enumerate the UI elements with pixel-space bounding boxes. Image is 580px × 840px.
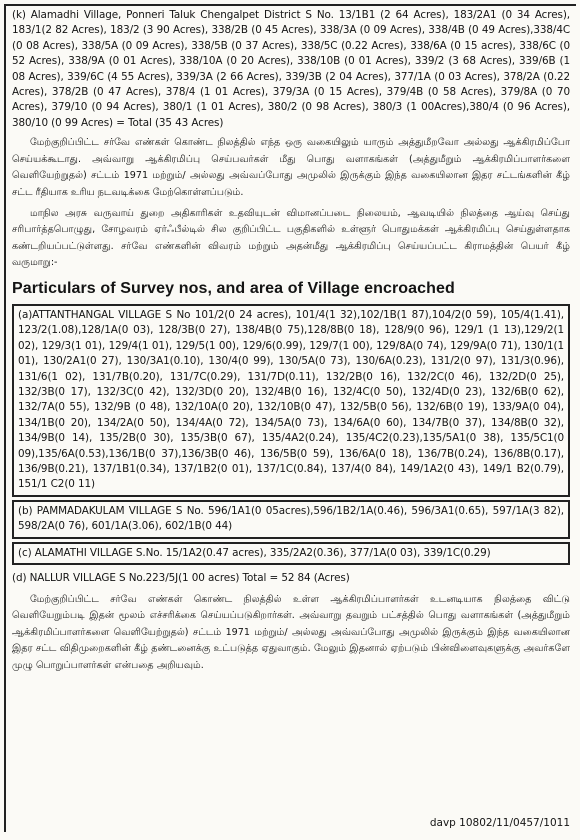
davp-reference-number: davp 10802/11/0457/1011: [429, 817, 570, 829]
section-k-alamadhi-survey-list: (k) Alamadhi Village, Ponneri Taluk Chengalpet District S No. 13/1B1 (2 64 Acres), 183/2A1 (0 34 Acres), 183/1(2 82 Acres), 183/2 (3 90 Acres), 338/2B (0 45 Acres), 338/3A (0 09 Acres), 338/4B (0 49 Acres),338/4C (0 08 Acres), 338/5A (0 09 Acres), 338/5B (0 37 Acres), 338/5C (0.22 Acres), 338/6A (0 15 acres), 338/6C (0 52 Acres), 338/9A (0 01 Acres), 338/10A (0 20 Acres), 338/10B (0 01 Acres), 339/2 (3 68 Acres), 339/6B (1 08 Acres), 339/6C (4 55 Acres), 339/3A (2 66 Acres), 339/3B (2 04 Acres), 377/1A (0 03 Acres), 378/2A (0.22 Acres), 378/2B (0 47 Acres), 378/4 (1 01 Acres), 379/3A (0 15 Acres), 379/4B (0 58 Acres), 379/8A (0 70 Acres), 379/10 (0 94 Acres), 380/1 (1 01 Acres), 380/2 (0 98 Acres), 380/3 (1 00Acres),380/4 (0 96 Acres), 380/10 (0 99 Acres) = Total (35 43 Acres): [12, 9, 570, 129]
village-b-survey-list: (b) PAMMADAKULAM VILLAGE S No. 596/1A1(0 05acres),596/1B2/1A(0.46), 596/3A1(0.65), 597/1A(3 82), 598/2A(0 76), 601/1A(3.06), 602/1B(0 44): [18, 504, 564, 533]
village-d-survey-line: (d) NALLUR VILLAGE S No.223/5J(1 00 acres) Total = 52 84 (Acres): [12, 572, 350, 585]
notice-page: [4, 4, 576, 832]
village-a-survey-list: (a)ATTANTHANGAL VILLAGE S No 101/2(0 24 acres), 101/4(1 32),102/1B(1 87),104/2(0 59), 105/4(1.41), 123/2(1.08),128/1A(0 03), 128/3B(0 27), 138/4B(0 75),128/8B(0 18), 128/9(0 96), 129/1 (1 13),129/2(1 02), 129/3(1 01), 129/4(1 01), 129/5(1 00), 129/6(0.99), 129/7(1 00), 129/8A(0 74), 129/9A(0 71), 130/1(1 01), 130/2A1(0 27), 130/3A1(0.10), 130/4(0 99), 130/5A(0 73), 130/6A(0.23), 131/2(0 97), 131/3(0.96), 131/6(1 02), 131/7B(0.20), 131/7C(0.29), 131/7D(0.11), 132/2B(0 16), 132/2C(0 46), 132/2D(0 25), 132/3B(0 17), 132/3C(0 42), 132/3D(0 20), 132/4B(0 16), 132/4C(0 50), 132/4D(0 23), 132/6B(0 62), 132/7A(0 55), 132/9B (0 48), 132/10A(0 20), 132/10B(0 47), 132/5B(0 56), 132/6B(0 19), 133/9A(0 04), 134/1B(0 20), 134/2A(0 50), 134/4A(0 72), 134/5A(0 73), 134/6A(0 60), 134/7B(0 37), 134/8B(0 32), 134/9B(0 14), 135/2B(0 30), 135/3B(0 67), 135/4A2(0.24), 135/4C2(0.23),135/5A1(0 38), 135/5C1(0 09),135/6A(0.53),136/1B(0 37),136/3B(0 46), 136/5B(0 59), 136/6A(0 18), 136/7B(0.24), 136/8B(0.17), 136/9B(0.21), 137/1B1(0.34), 137/1B2(0 01), 137/1C(0.84), 137/4(0 84), 149/1A2(0 43), 149/1 B2(0.79), 151/1 C2(0 11): [18, 309, 564, 491]
village-a-box: [12, 304, 570, 497]
tamil-warning-paragraph-2: மேற்குறிப்பிட்ட சர்வே எண்கள் கொண்ட நிலத்தில் உள்ள ஆக்கிரமிப்பாளர்கள் உடனடியாக நிலத்தை விட்டு வெளியேறும்படி இதன் மூலம் எச்சரிக்கை செய்யப்படுகிறார்கள். அவ்வாறு தவறும் பட்சத்தில் பொது வளாகங்கள் (அத்துமீறும் ஆக்கிரமிப்பாளர்களை வெளியேற்றுதல்) சட்டம் 1971 மற்றும்/ அல்லது அவ்வப்போது அமுலில் இருக்கும் இந்த வகையிலான இதர சட்ட விதிமுறைகளின் கீழ் தண்டனைக்கு உட்படுத்த ஏதுவாகும். மேலும் இதனால் ஏற்படும் பின்விளைவுகளுக்கு அவர்களே முழு பொறுப்பாளர்கள் என்பதை அறியவும்.: [12, 593, 570, 671]
section-heading: Particulars of Survey nos, and area of Village encroached: [12, 280, 455, 297]
tamil-warning-paragraph-1: மேற்குறிப்பிட்ட சர்வே எண்கள் கொண்ட நிலத்தில் எந்த ஒரு வகையிலும் யாரும் அத்துமீறவோ அல்லது ஆக்கிரமிப்போ செய்யக்கூடாது. அவ்வாறு ஆக்கிரமிப்பு செய்பவர்கள் மீது பொது வளாகங்கள் (அத்துமீறும் ஆக்கிரமிப்பாளர்களை வெளியேற்றுதல்) சட்டம் 1971 மற்றும்/ அல்லது அவ்வப்போது அமுலில் இருக்கும் இந்த வகையிலான இதர சட்டங்களின் கீழ் சட்ட ரீதியாக உரிய நடவடிக்கை மேற்கொள்ளப்படும்.: [12, 137, 570, 199]
village-b-box: [12, 500, 570, 539]
village-c-survey-list: (c) ALAMATHI VILLAGE S.No. 15/1A2(0.47 acres), 335/2A2(0.36), 377/1A(0 03), 339/1C(0.29): [18, 546, 491, 559]
tamil-inspection-paragraph: மாநில அரசு வருவாய் துறை அதிகாரிகள் உதவியுடன் விமானப்படை நிலையம், ஆவடியில் நிலத்தை ஆய்வு செய்து சரிபார்த்தபொழுது, சோழவரம் ஏர்ஃபீல்டில் சில குறிப்பிட்ட பகுதிகளில் உள்ளூர் பொதுமக்கள் ஆக்கிரமிப்பு செய்துள்ளதாக கண்டறியப்பட்டுள்ளது. சர்வே எண்களின் விவரம் மற்றும் அதன்மீது ஆக்கிரமிப்பு செய்யப்பட்ட கிராமத்தின் பெயர் கீழ் வருமாறு:-: [12, 207, 570, 269]
village-c-box: [12, 542, 570, 565]
